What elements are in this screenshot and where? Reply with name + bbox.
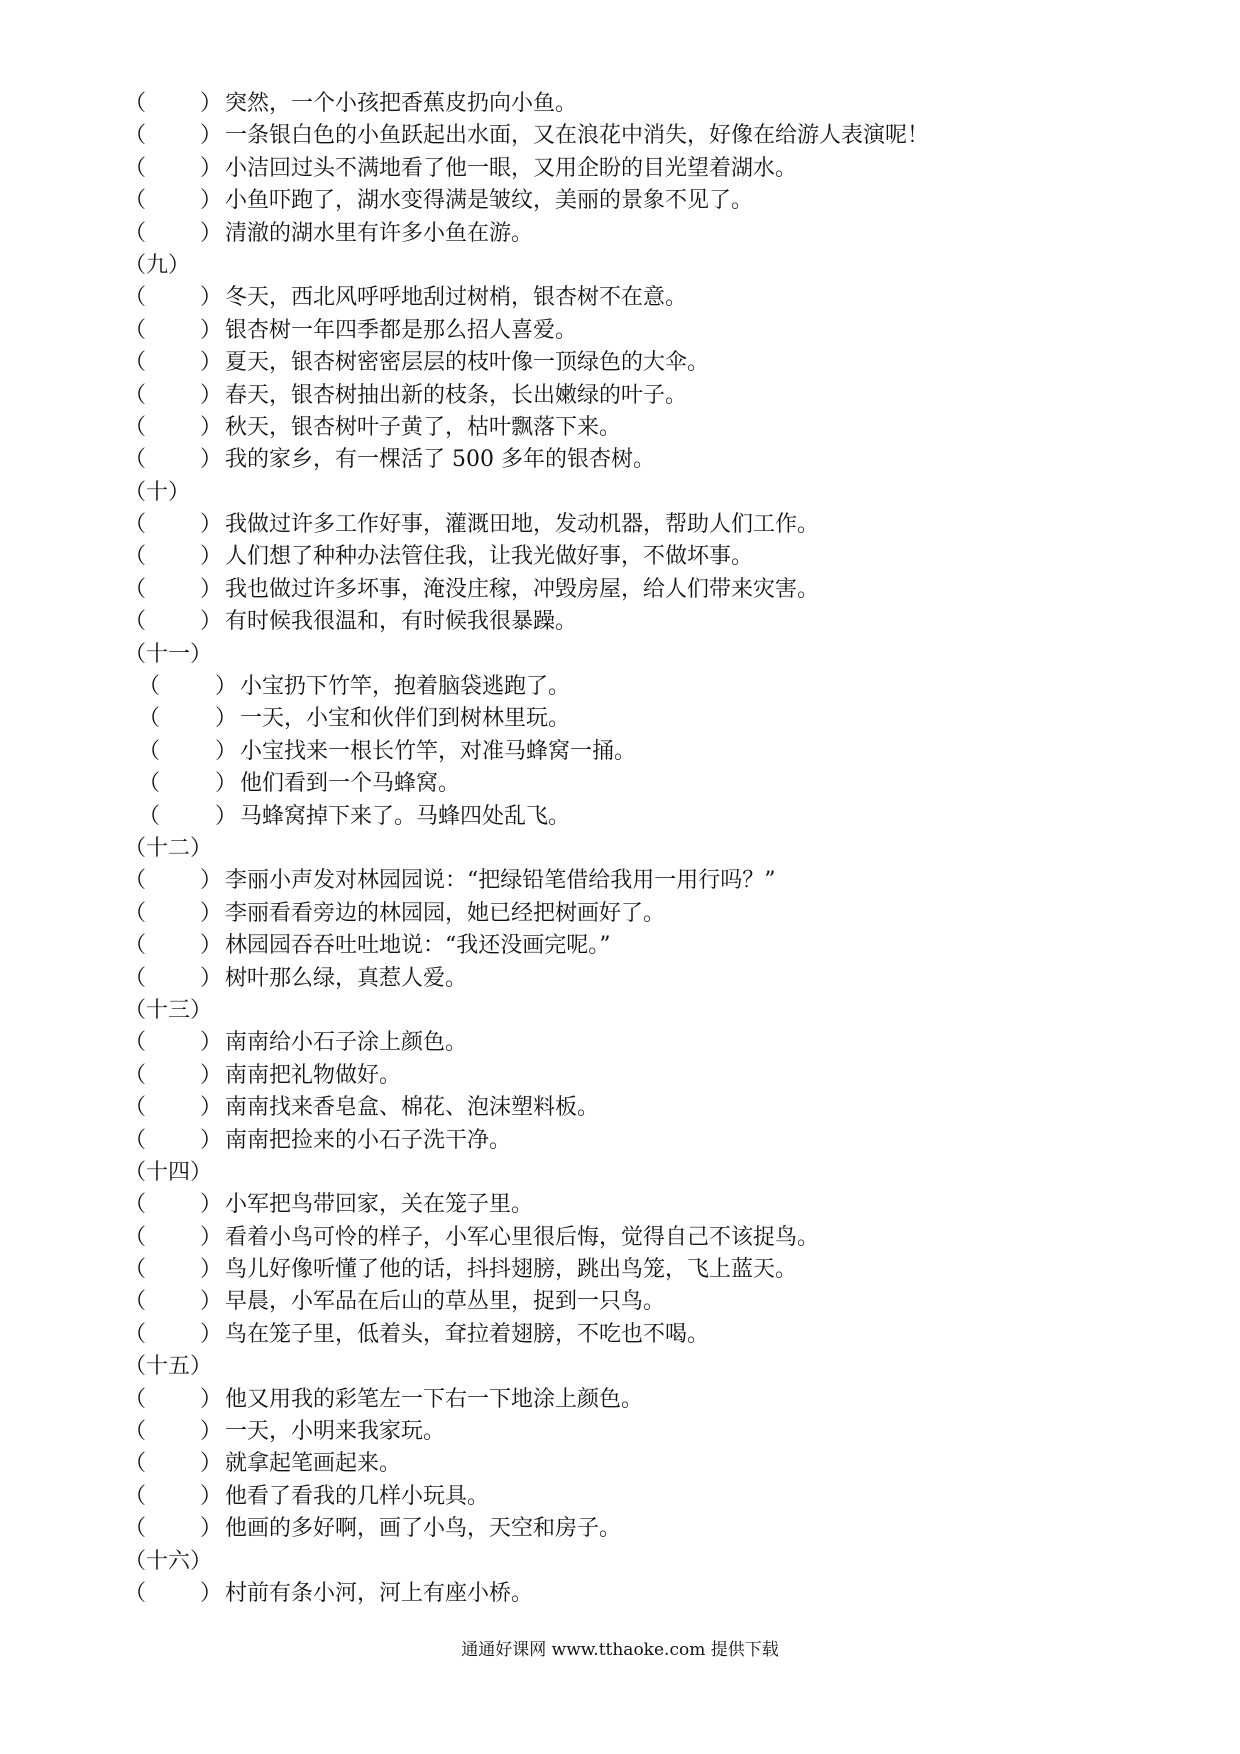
- answer-blank-open-paren[interactable]: （: [124, 900, 147, 926]
- answer-blank-open-paren[interactable]: （: [124, 868, 147, 894]
- sentence-text: 李丽小声发对林园园说：“把绿铅笔借给我用一用行吗？”: [225, 868, 776, 894]
- answer-blank-close-paren: ）: [200, 576, 223, 602]
- answer-blank-close-paren: ）: [200, 91, 223, 116]
- section-heading: （十五）: [124, 1354, 213, 1380]
- answer-blank-close-paren: ）: [200, 382, 223, 408]
- sentence-text: 春天，银杏树抽出新的枝条，长出嫩绿的叶子。: [225, 382, 688, 408]
- answer-blank-open-paren[interactable]: （: [124, 1483, 147, 1509]
- sentence-row: [124, 703, 1124, 735]
- answer-blank-close-paren: ）: [200, 1062, 223, 1088]
- sentence-text: 树叶那么绿，真惹人爱。: [225, 965, 468, 991]
- sentence-row: [124, 282, 1124, 314]
- sentence-ordering-list: [124, 88, 1124, 1610]
- answer-blank-close-paren: ）: [200, 1419, 223, 1445]
- sentence-row: [124, 1384, 1124, 1416]
- answer-blank-close-paren: ）: [200, 220, 223, 246]
- sentence-row: [124, 963, 1124, 995]
- answer-blank-close-paren: ）: [200, 1095, 223, 1121]
- answer-blank-open-paren[interactable]: （: [138, 771, 161, 797]
- answer-blank-open-paren[interactable]: （: [124, 447, 147, 473]
- sentence-text: 南南给小石子涂上颜色。: [225, 1030, 468, 1056]
- sentence-row: [124, 1189, 1124, 1221]
- sentence-row: [124, 606, 1124, 638]
- sentence-text: 村前有条小河，河上有座小桥。: [225, 1580, 534, 1606]
- sentence-row: [124, 898, 1124, 930]
- sentence-row: [124, 1448, 1124, 1480]
- sentence-text: 早晨，小军品在后山的草丛里，捉到一只鸟。: [225, 1289, 666, 1315]
- sentence-text: 我也做过许多坏事，淹没庄稼，冲毁房屋，给人们带来灾害。: [225, 576, 820, 602]
- sentence-row: [124, 412, 1124, 444]
- answer-blank-open-paren[interactable]: （: [124, 1127, 147, 1153]
- answer-blank-close-paren: ）: [200, 965, 223, 991]
- section-heading: （九）: [124, 252, 191, 278]
- answer-blank-open-paren[interactable]: （: [138, 706, 161, 732]
- sentence-text: 鸟在笼子里，低着头，耷拉着翅膀，不吃也不喝。: [225, 1321, 710, 1347]
- sentence-text: 我的家乡，有一棵活了 500 多年的银杏树。: [225, 447, 655, 473]
- sentence-row: [124, 574, 1124, 606]
- sentence-text: 清澈的湖水里有许多小鱼在游。: [225, 220, 534, 246]
- answer-blank-close-paren: ）: [200, 544, 223, 570]
- answer-blank-close-paren: ）: [200, 1030, 223, 1056]
- answer-blank-close-paren: ）: [200, 1224, 223, 1250]
- sentence-row: [124, 1060, 1124, 1092]
- answer-blank-close-paren: ）: [200, 1289, 223, 1315]
- answer-blank-open-paren[interactable]: （: [124, 1257, 147, 1283]
- answer-blank-open-paren[interactable]: （: [124, 1192, 147, 1218]
- answer-blank-open-paren[interactable]: （: [138, 803, 161, 829]
- sentence-row: [124, 671, 1124, 703]
- sentence-text: 秋天，银杏树叶子黄了，枯叶飘落下来。: [225, 414, 622, 440]
- answer-blank-close-paren: ）: [200, 188, 223, 214]
- answer-blank-open-paren[interactable]: （: [124, 188, 147, 214]
- sentence-row: [124, 541, 1124, 573]
- answer-blank-open-paren[interactable]: （: [124, 1386, 147, 1412]
- answer-blank-open-paren[interactable]: （: [124, 1580, 147, 1606]
- sentence-row: [124, 930, 1124, 962]
- answer-blank-close-paren: ）: [200, 868, 223, 894]
- sentence-text: 夏天，银杏树密密层层的枝叶像一顶绿色的大伞。: [225, 350, 710, 376]
- section-heading: （十六）: [124, 1548, 213, 1574]
- sentence-text: 李丽看看旁边的林园园，她已经把树画好了。: [225, 900, 666, 926]
- answer-blank-close-paren: ）: [215, 771, 238, 797]
- answer-blank-open-paren[interactable]: （: [124, 155, 147, 181]
- sentence-row: [124, 1481, 1124, 1513]
- sentence-text: 小洁回过头不满地看了他一眼，又用企盼的目光望着湖水。: [225, 155, 798, 181]
- footer-source: 通通好课网 www.tthaoke.com 提供下载: [461, 1640, 779, 1660]
- answer-blank-open-paren[interactable]: （: [124, 544, 147, 570]
- sentence-text: 南南把捡来的小石子洗干净。: [225, 1127, 512, 1153]
- sentence-row: [124, 153, 1124, 185]
- sentence-row: [124, 1513, 1124, 1545]
- answer-blank-open-paren[interactable]: （: [124, 1062, 147, 1088]
- sentence-row: [124, 380, 1124, 412]
- sentence-row: [124, 1222, 1124, 1254]
- answer-blank-open-paren[interactable]: （: [124, 1095, 147, 1121]
- answer-blank-close-paren: ）: [200, 1321, 223, 1347]
- section-heading: （十一）: [124, 641, 213, 667]
- section-heading: （十）: [124, 479, 191, 505]
- answer-blank-open-paren[interactable]: （: [124, 933, 147, 959]
- answer-blank-open-paren[interactable]: （: [124, 576, 147, 602]
- sentence-text: 冬天，西北风呼呼地刮过树梢，银杏树不在意。: [225, 285, 688, 311]
- answer-blank-close-paren: ）: [200, 414, 223, 440]
- answer-blank-open-paren[interactable]: （: [138, 674, 161, 700]
- answer-blank-close-paren: ）: [200, 933, 223, 959]
- answer-blank-close-paren: ）: [200, 900, 223, 926]
- sentence-row: [124, 1092, 1124, 1124]
- section-heading: （十四）: [124, 1159, 213, 1185]
- answer-blank-open-paren[interactable]: （: [124, 285, 147, 311]
- answer-blank-close-paren: ）: [200, 123, 223, 149]
- sentence-row: [124, 1254, 1124, 1286]
- sentence-text: 银杏树一年四季都是那么招人喜爱。: [225, 317, 578, 343]
- sentence-text: 人们想了种种办法管住我，让我光做好事，不做坏事。: [225, 544, 754, 570]
- answer-blank-close-paren: ）: [200, 1451, 223, 1477]
- sentence-row: [124, 865, 1124, 897]
- sentence-row: [124, 1286, 1124, 1318]
- sentence-row: [124, 1027, 1124, 1059]
- answer-blank-close-paren: ）: [200, 609, 223, 635]
- answer-blank-close-paren: ）: [200, 1580, 223, 1606]
- sentence-text: 有时候我很温和，有时候我很暴躁。: [225, 609, 578, 635]
- answer-blank-open-paren[interactable]: （: [124, 123, 147, 149]
- sentence-row: [124, 1578, 1124, 1610]
- answer-blank-open-paren[interactable]: （: [124, 512, 147, 538]
- sentence-text: 他又用我的彩笔左一下右一下地涂上颜色。: [225, 1386, 644, 1412]
- sentence-text: 他们看到一个马蜂窝。: [240, 771, 461, 797]
- answer-blank-open-paren[interactable]: （: [124, 1030, 147, 1056]
- answer-blank-close-paren: ）: [200, 317, 223, 343]
- sentence-row: [124, 736, 1124, 768]
- answer-blank-open-paren[interactable]: （: [124, 382, 147, 408]
- answer-blank-close-paren: ）: [200, 1192, 223, 1218]
- answer-blank-close-paren: ）: [215, 738, 238, 764]
- answer-blank-open-paren[interactable]: （: [124, 220, 147, 246]
- sentence-text: 小军把鸟带回家，关在笼子里。: [225, 1192, 534, 1218]
- sentence-text: 一条银白色的小鱼跃起出水面，又在浪花中消失，好像在给游人表演呢！: [225, 123, 930, 149]
- answer-blank-open-paren[interactable]: （: [124, 1451, 147, 1477]
- sentence-text: 鸟儿好像听懂了他的话，抖抖翅膀，跳出鸟笼，飞上蓝天。: [225, 1257, 798, 1283]
- answer-blank-open-paren[interactable]: （: [124, 317, 147, 343]
- sentence-row: [124, 509, 1124, 541]
- sentence-row: [124, 1416, 1124, 1448]
- answer-blank-close-paren: ）: [200, 1483, 223, 1509]
- answer-blank-close-paren: ）: [200, 447, 223, 473]
- answer-blank-open-paren[interactable]: （: [124, 609, 147, 635]
- answer-blank-open-paren[interactable]: （: [124, 91, 147, 116]
- sentence-text: 南南找来香皂盒、棉花、泡沫塑料板。: [225, 1095, 600, 1121]
- sentence-text: 一天，小明来我家玩。: [225, 1419, 446, 1445]
- answer-blank-open-paren[interactable]: （: [124, 1224, 147, 1250]
- answer-blank-close-paren: ）: [200, 512, 223, 538]
- sentence-text: 一天，小宝和伙伴们到树林里玩。: [240, 706, 571, 732]
- answer-blank-close-paren: ）: [200, 285, 223, 311]
- sentence-text: 看着小鸟可怜的样子，小军心里很后悔，觉得自己不该捉鸟。: [225, 1224, 820, 1250]
- answer-blank-close-paren: ）: [200, 1127, 223, 1153]
- answer-blank-close-paren: ）: [215, 706, 238, 732]
- sentence-text: 小宝找来一根长竹竿，对准马蜂窝一捅。: [240, 738, 637, 764]
- sentence-row: [124, 315, 1124, 347]
- sentence-text: 突然，一个小孩把香蕉皮扔向小鱼。: [225, 91, 578, 116]
- sentence-row: [124, 347, 1124, 379]
- answer-blank-close-paren: ）: [200, 350, 223, 376]
- answer-blank-open-paren[interactable]: （: [124, 1289, 147, 1315]
- sentence-text: 就拿起笔画起来。: [225, 1451, 402, 1477]
- sentence-text: 南南把礼物做好。: [225, 1062, 402, 1088]
- answer-blank-close-paren: ）: [200, 1516, 223, 1542]
- answer-blank-close-paren: ）: [200, 1257, 223, 1283]
- sentence-row: [124, 444, 1124, 476]
- answer-blank-close-paren: ）: [215, 803, 238, 829]
- sentence-text: 他看了看我的几样小玩具。: [225, 1483, 490, 1509]
- answer-blank-open-paren[interactable]: （: [124, 1321, 147, 1347]
- answer-blank-close-paren: ）: [200, 155, 223, 181]
- sentence-text: 林园园吞吞吐吐地说：“我还没画完呢。”: [225, 933, 611, 959]
- answer-blank-open-paren[interactable]: （: [124, 1419, 147, 1445]
- sentence-row: [124, 768, 1124, 800]
- sentence-text: 他画的多好啊，画了小鸟，天空和房子。: [225, 1516, 622, 1542]
- sentence-row: [124, 88, 1124, 120]
- answer-blank-close-paren: ）: [215, 674, 238, 700]
- answer-blank-close-paren: ）: [200, 1386, 223, 1412]
- sentence-text: 马蜂窝掉下来了。马蜂四处乱飞。: [240, 803, 571, 829]
- section-heading: （十三）: [124, 997, 213, 1023]
- sentence-text: 小鱼吓跑了，湖水变得满是皱纹，美丽的景象不见了。: [225, 188, 754, 214]
- sentence-row: [124, 185, 1124, 217]
- answer-blank-open-paren[interactable]: （: [124, 1516, 147, 1542]
- sentence-text: 我做过许多工作好事，灌溉田地，发动机器，帮助人们工作。: [225, 512, 820, 538]
- answer-blank-open-paren[interactable]: （: [124, 414, 147, 440]
- sentence-row: [124, 120, 1124, 152]
- sentence-row: [124, 1125, 1124, 1157]
- answer-blank-open-paren[interactable]: （: [124, 965, 147, 991]
- answer-blank-open-paren[interactable]: （: [124, 350, 147, 376]
- answer-blank-open-paren[interactable]: （: [138, 738, 161, 764]
- sentence-row: [124, 1319, 1124, 1351]
- sentence-row: [124, 801, 1124, 833]
- section-heading: （十二）: [124, 835, 213, 861]
- sentence-text: 小宝扔下竹竿，抱着脑袋逃跑了。: [240, 674, 571, 700]
- sentence-row: [124, 218, 1124, 250]
